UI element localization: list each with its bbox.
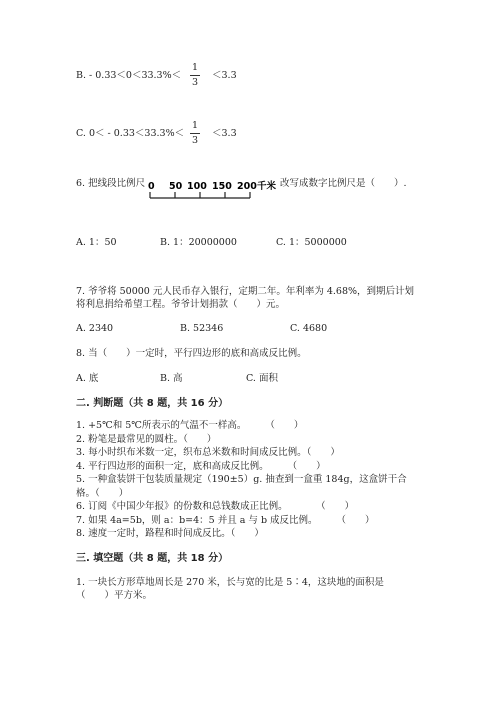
judge-item-5: 5. 一种盒装饼干包装质量规定（190±5）g. 抽查到一盒重 184g，这盒饼干合 bbox=[76, 474, 407, 485]
q5-option-c-tail: ＜3.3 bbox=[212, 128, 237, 139]
scale-tick-label: 150 bbox=[212, 181, 232, 192]
q7-line-1: 7. 爷爷将 50000 元人民币存入银行，定期二年。年利率为 4.68%，到期后计划 bbox=[76, 286, 415, 297]
line-segment-scale bbox=[146, 178, 282, 206]
q5-option-b-label: B. - 0.33＜0＜33.3%＜ bbox=[76, 70, 182, 81]
fill-q1-line-2: （ ）平方米。 bbox=[76, 590, 153, 601]
q5-option-c-fraction bbox=[188, 120, 202, 147]
q5-option-c-label: C. 0＜ - 0.33＜33.3%＜ bbox=[76, 128, 185, 139]
scale-unit: 千米 bbox=[257, 181, 277, 192]
q6-option-c: C. 1：5000000 bbox=[276, 237, 347, 248]
q5-option-c bbox=[76, 128, 184, 140]
judge-item-8: 8. 速度一定时，路程和时间成反比。（ ） bbox=[76, 528, 264, 539]
fraction-denominator: 3 bbox=[191, 77, 199, 88]
q6-lead: 6. 把线段比例尺 bbox=[76, 178, 146, 189]
scale-tick-label: 200 bbox=[237, 181, 257, 192]
q8-line: 8. 当（ ）一定时，平行四边形的底和高成反比例。 bbox=[76, 348, 307, 359]
fraction-bar bbox=[190, 133, 200, 134]
fraction-numerator: 1 bbox=[191, 120, 199, 131]
judge-item-6: 6. 订阅《中国少年报》的份数和总钱数成正比例。 （ ） bbox=[76, 501, 355, 512]
q8-option-b: B. 高 bbox=[160, 373, 183, 384]
judge-item-4: 4. 平行四边形的面积一定，底和高成反比例。 （ ） bbox=[76, 461, 326, 472]
q8-option-a: A. 底 bbox=[76, 373, 99, 384]
q7-option-a: A. 2340 bbox=[76, 323, 114, 334]
q5-option-b-tail: ＜3.3 bbox=[212, 70, 237, 81]
q5-option-b bbox=[76, 70, 181, 82]
fill-q1-line-1: 1. 一块长方形草地周长是 270 米，长与宽的比是 5∶4，这块地的面积是 bbox=[76, 577, 384, 588]
fraction-bar bbox=[190, 75, 200, 76]
q7-option-c: C. 4680 bbox=[290, 323, 328, 334]
judge-item-2: 2. 粉笔是最常见的圆柱。（ ） bbox=[76, 434, 217, 445]
scale-tick-label: 50 bbox=[169, 181, 183, 192]
section-3-title: 三. 填空题（共 8 题，共 18 分） bbox=[76, 553, 229, 564]
scale-tick-label: 0 bbox=[148, 181, 155, 192]
judge-item-3: 3. 每小时织布米数一定，织布总米数和时间成反比例。（ ） bbox=[76, 447, 340, 458]
q7-option-b: B. 52346 bbox=[180, 323, 224, 334]
scale-tick-label: 100 bbox=[187, 181, 207, 192]
section-2-title: 二. 判断题（共 8 题，共 16 分） bbox=[76, 398, 229, 409]
q6-tail: 改写成数字比例尺是（ ）. bbox=[280, 178, 407, 189]
judge-item-7: 7. 如果 4a=5b，则 a：b=4：5 并且 a 与 b 成反比例。 （ ） bbox=[76, 515, 375, 526]
q5-option-b-fraction bbox=[188, 62, 202, 89]
q6-option-a: A. 1：50 bbox=[76, 237, 117, 248]
fraction-numerator: 1 bbox=[191, 62, 199, 73]
fraction-denominator: 3 bbox=[191, 135, 199, 146]
q6-option-b: B. 1：20000000 bbox=[160, 237, 237, 248]
q7-line-2: 将利息捐给希望工程。爷爷计划捐款（ ）元。 bbox=[76, 299, 286, 310]
q8-option-c: C. 面积 bbox=[246, 373, 278, 384]
judge-item-1: 1. +5℃和 5℃所表示的气温不一样高。 （ ） bbox=[76, 420, 304, 431]
judge-item-5-cont: 格。（ ） bbox=[76, 488, 129, 499]
